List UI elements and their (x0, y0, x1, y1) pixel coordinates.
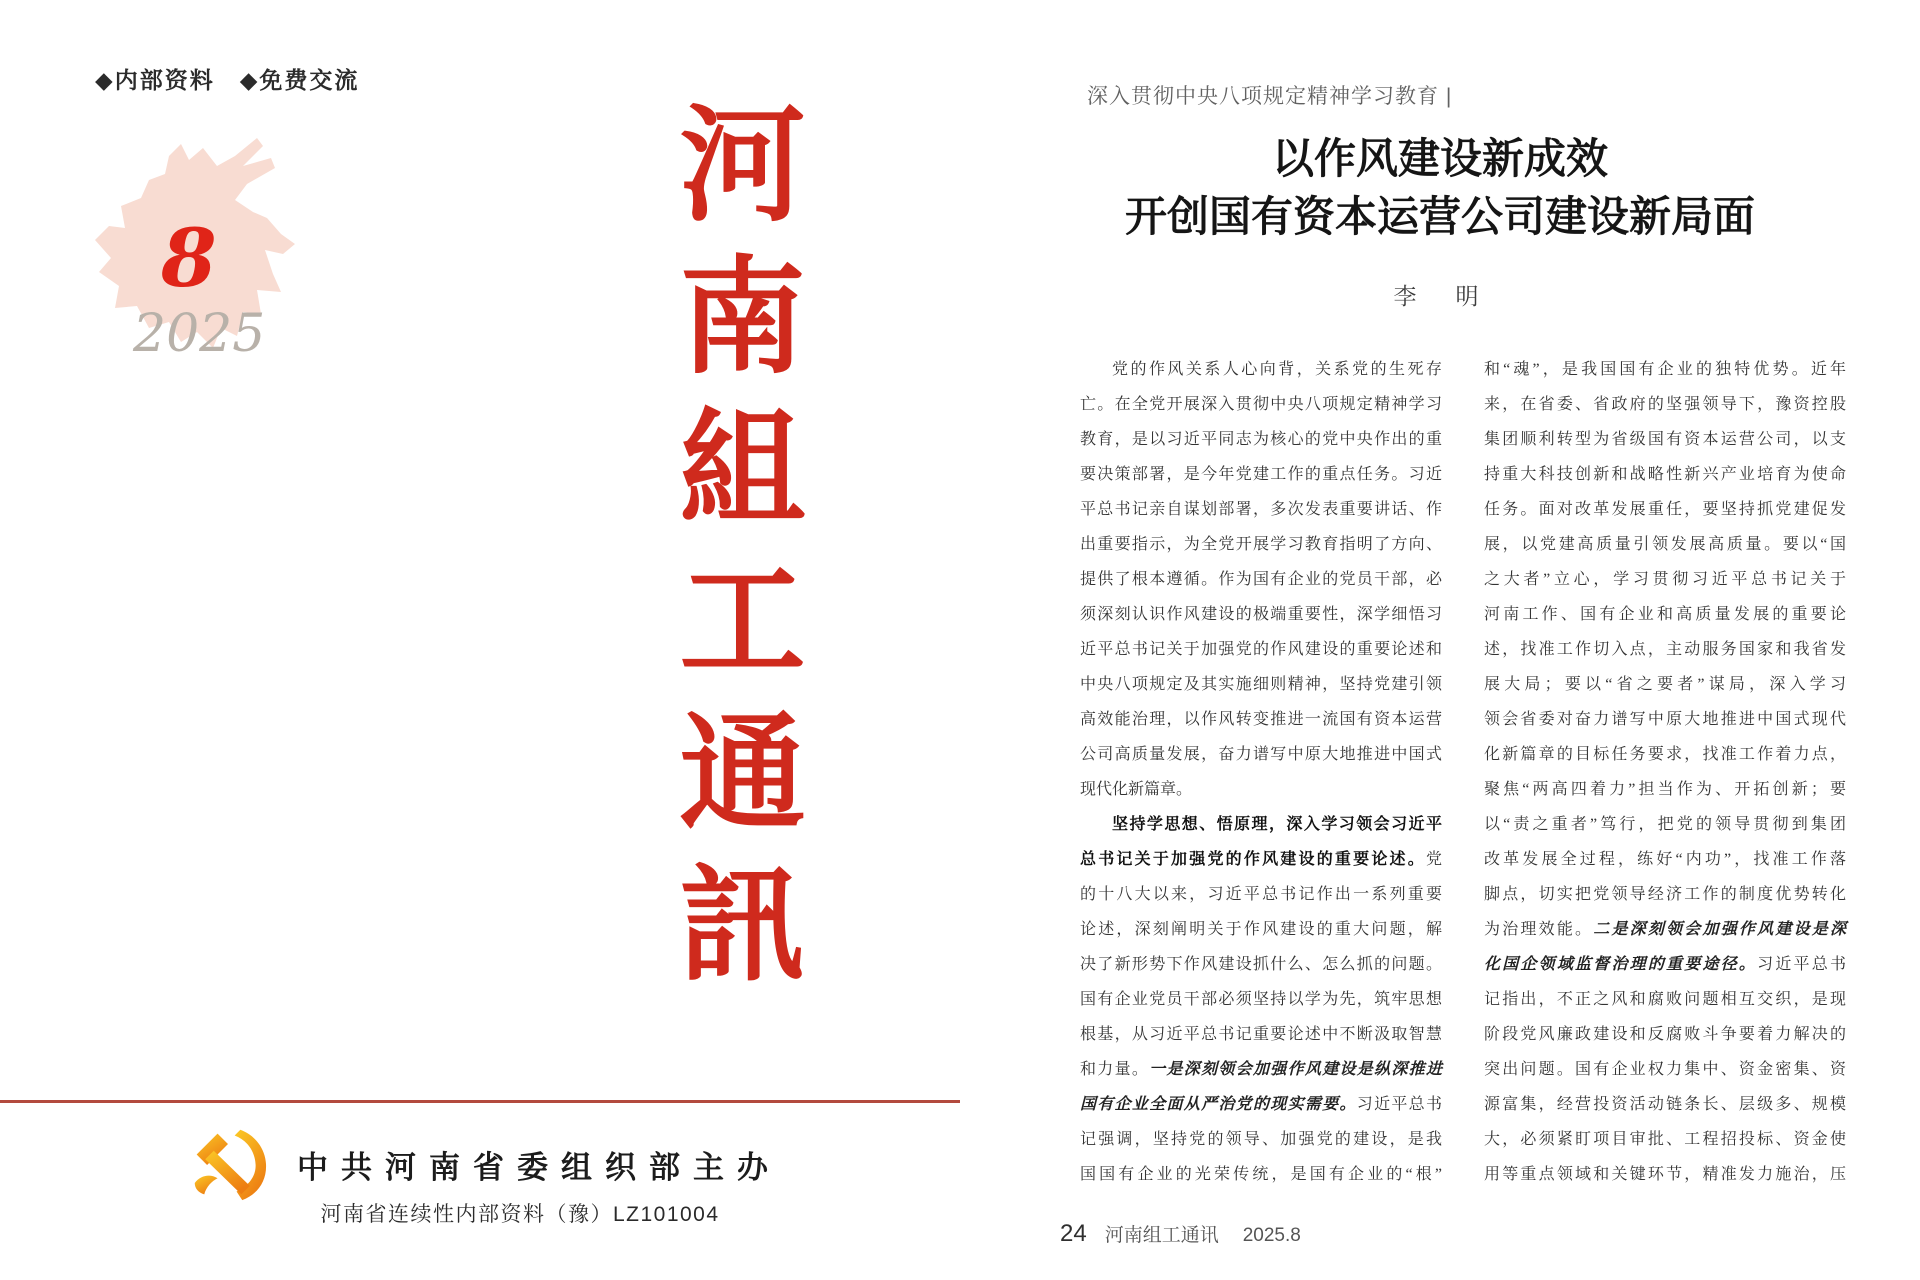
body-text-line: 要决策部署，是今年党建工作的重点任务。习近 (1080, 466, 1442, 483)
page-number: 24 (1060, 1220, 1087, 1247)
publisher-name: 中共河南省委组织部主办 (297, 1149, 781, 1185)
body-text-line: 决了新形势下作风建设抓什么、怎么抓的问题。 (1080, 956, 1442, 973)
body-text-line: 化国企领域监督治理的重要途径。习近平总书 (1484, 956, 1846, 973)
body-text-line: 大，必须紧盯项目审批、工程招投标、资金使 (1484, 1131, 1846, 1148)
body-text-line: 国国有企业的光荣传统，是国有企业的“根” (1080, 1166, 1442, 1183)
body-text-line: 教育，是以习近平同志为核心的党中央作出的重 (1080, 431, 1442, 448)
body-text-line: 之大者”立心，学习贯彻习近平总书记关于 (1484, 571, 1846, 588)
body-text-line: 国有企业全面从严治党的现实需要。习近平总书 (1080, 1096, 1442, 1113)
body-text-line: 和“魂”，是我国国有企业的独特优势。近年 (1484, 361, 1846, 378)
body-text-line: 集团顺利转型为省级国有资本运营公司，以支 (1484, 431, 1846, 448)
article-column-right (1484, 352, 1846, 1192)
article-title-line2: 开创国有资本运营公司建设新局面 (1124, 193, 1755, 240)
body-text-line: 展，以党建高质量引领发展高质量。要以“国 (1484, 536, 1846, 553)
body-text-line: 展大局；要以“省之要者”谋局，深入学习 (1484, 676, 1846, 693)
issue-year: 2025 (133, 304, 266, 364)
article-author: 李 明 (1393, 284, 1487, 309)
body-text-line: 以“责之重者”笃行，把党的领导贯彻到集团 (1484, 816, 1846, 833)
body-text-line: 持重大科技创新和战略性新兴产业培育为使命 (1484, 466, 1846, 483)
body-text-line: 化新篇章的目标任务要求，找准工作着力点， (1484, 746, 1846, 763)
masthead-char: 訊 (679, 858, 806, 997)
body-text-line: 须深刻认识作风建设的极端重要性，深学细悟习 (1080, 606, 1442, 623)
body-text-line: 论述，深刻阐明关于作风建设的重大问题，解 (1080, 921, 1442, 938)
body-text-line: 党的作风关系人心向背，关系党的生死存 (1112, 361, 1442, 378)
divider-rule (0, 1100, 960, 1103)
article-title-line1: 以作风建设新成效 (1271, 135, 1608, 182)
body-text-line: 述，找准工作切入点，主动服务国家和我省发 (1484, 641, 1846, 658)
footer-publication: 河南组工通讯 (1104, 1225, 1219, 1246)
masthead-char: 通 (679, 706, 806, 845)
issue-number: 8 (161, 211, 217, 305)
body-text-line: 现代化新篇章。 (1080, 781, 1193, 798)
body-text-line: 聚焦“两高四着力”担当作为、开拓创新；要 (1484, 781, 1846, 798)
henan-map (85, 122, 325, 364)
body-text-line: 为治理效能。二是深刻领会加强作风建设是深 (1484, 921, 1846, 938)
body-text-line: 改革发展全过程，练好“内功”，找准工作落 (1484, 851, 1846, 868)
body-text-line: 和力量。一是深刻领会加强作风建设是纵深推进 (1080, 1061, 1442, 1078)
body-text-line: 领会省委对奋力谱写中原大地推进中国式现代 (1484, 711, 1846, 728)
body-text-line: 出重要指示，为全党开展学习教育指明了方向、 (1080, 536, 1442, 553)
masthead-title (650, 92, 835, 1004)
footer-issue: 2025.8 (1242, 1225, 1301, 1246)
masthead-char: 組 (679, 402, 806, 541)
body-text-line: 公司高质量发展，奋力谱写中原大地推进中国式 (1080, 746, 1442, 763)
article-column-left (1080, 352, 1442, 1192)
body-text-line: 中央八项规定及其实施细则精神，坚持党建引领 (1080, 676, 1442, 693)
article-page (960, 0, 1920, 1280)
body-text-line: 高效能治理，以作风转变推进一流国有资本运营 (1080, 711, 1442, 728)
cover-tagline: ◆内部资料 ◆免费交流 (95, 67, 360, 93)
body-text-line: 河南工作、国有企业和高质量发展的重要论 (1484, 606, 1846, 623)
body-text-line: 平总书记亲自谋划部署，多次发表重要讲话、作 (1080, 501, 1442, 518)
registration-number: 河南省连续性内部资料（豫）LZ101004 (320, 1203, 720, 1226)
body-text-line: 总书记关于加强党的作风建设的重要论述。党 (1080, 851, 1442, 868)
body-text-line: 突出问题。国有企业权力集中、资金密集、资 (1484, 1061, 1846, 1078)
body-text-line: 提供了根本遵循。作为国有企业的党员干部，必 (1080, 571, 1442, 588)
body-text-line: 记强调，坚持党的领导、加强党的建设，是我 (1080, 1131, 1442, 1148)
body-text-line: 记指出，不正之风和腐败问题相互交织，是现 (1484, 991, 1846, 1008)
body-text-line: 坚持学思想、悟原理，深入学习领会习近平 (1112, 816, 1442, 833)
body-text-line: 源富集，经营投资活动链条长、层级多、规模 (1484, 1096, 1846, 1113)
body-text-line: 亡。在全党开展深入贯彻中央八项规定精神学习 (1080, 396, 1442, 413)
masthead-char: 南 (679, 250, 806, 389)
body-text-line: 近平总书记关于加强党的作风建设的重要论述和 (1080, 641, 1442, 658)
masthead-char: 河 (679, 98, 806, 237)
masthead-char: 工 (679, 554, 806, 693)
body-text-line: 来，在省委、省政府的坚强领导下，豫资控股 (1484, 396, 1846, 413)
body-text-line: 脚点，切实把党领导经济工作的制度优势转化 (1484, 886, 1846, 903)
body-text-line: 用等重点领域和关键环节，精准发力施治，压 (1484, 1166, 1846, 1183)
section-header: 深入贯彻中央八项规定精神学习教育 | (1087, 85, 1453, 108)
body-text-line: 国有企业党员干部必须坚持以学为先，筑牢思想 (1080, 991, 1442, 1008)
publisher-row (185, 1126, 781, 1202)
body-text-line: 的十八大以来，习近平总书记作出一系列重要 (1080, 886, 1442, 903)
body-text-line: 根基，从习近平总书记重要论述中不断汲取智慧 (1080, 1026, 1442, 1043)
page-footer (1060, 1220, 1301, 1248)
party-emblem-icon (185, 1126, 271, 1202)
body-text-line: 阶段党风廉政建设和反腐败斗争要着力解决的 (1484, 1026, 1846, 1043)
body-text-line: 任务。面对改革发展重任，要坚持抓党建促发 (1484, 501, 1846, 518)
